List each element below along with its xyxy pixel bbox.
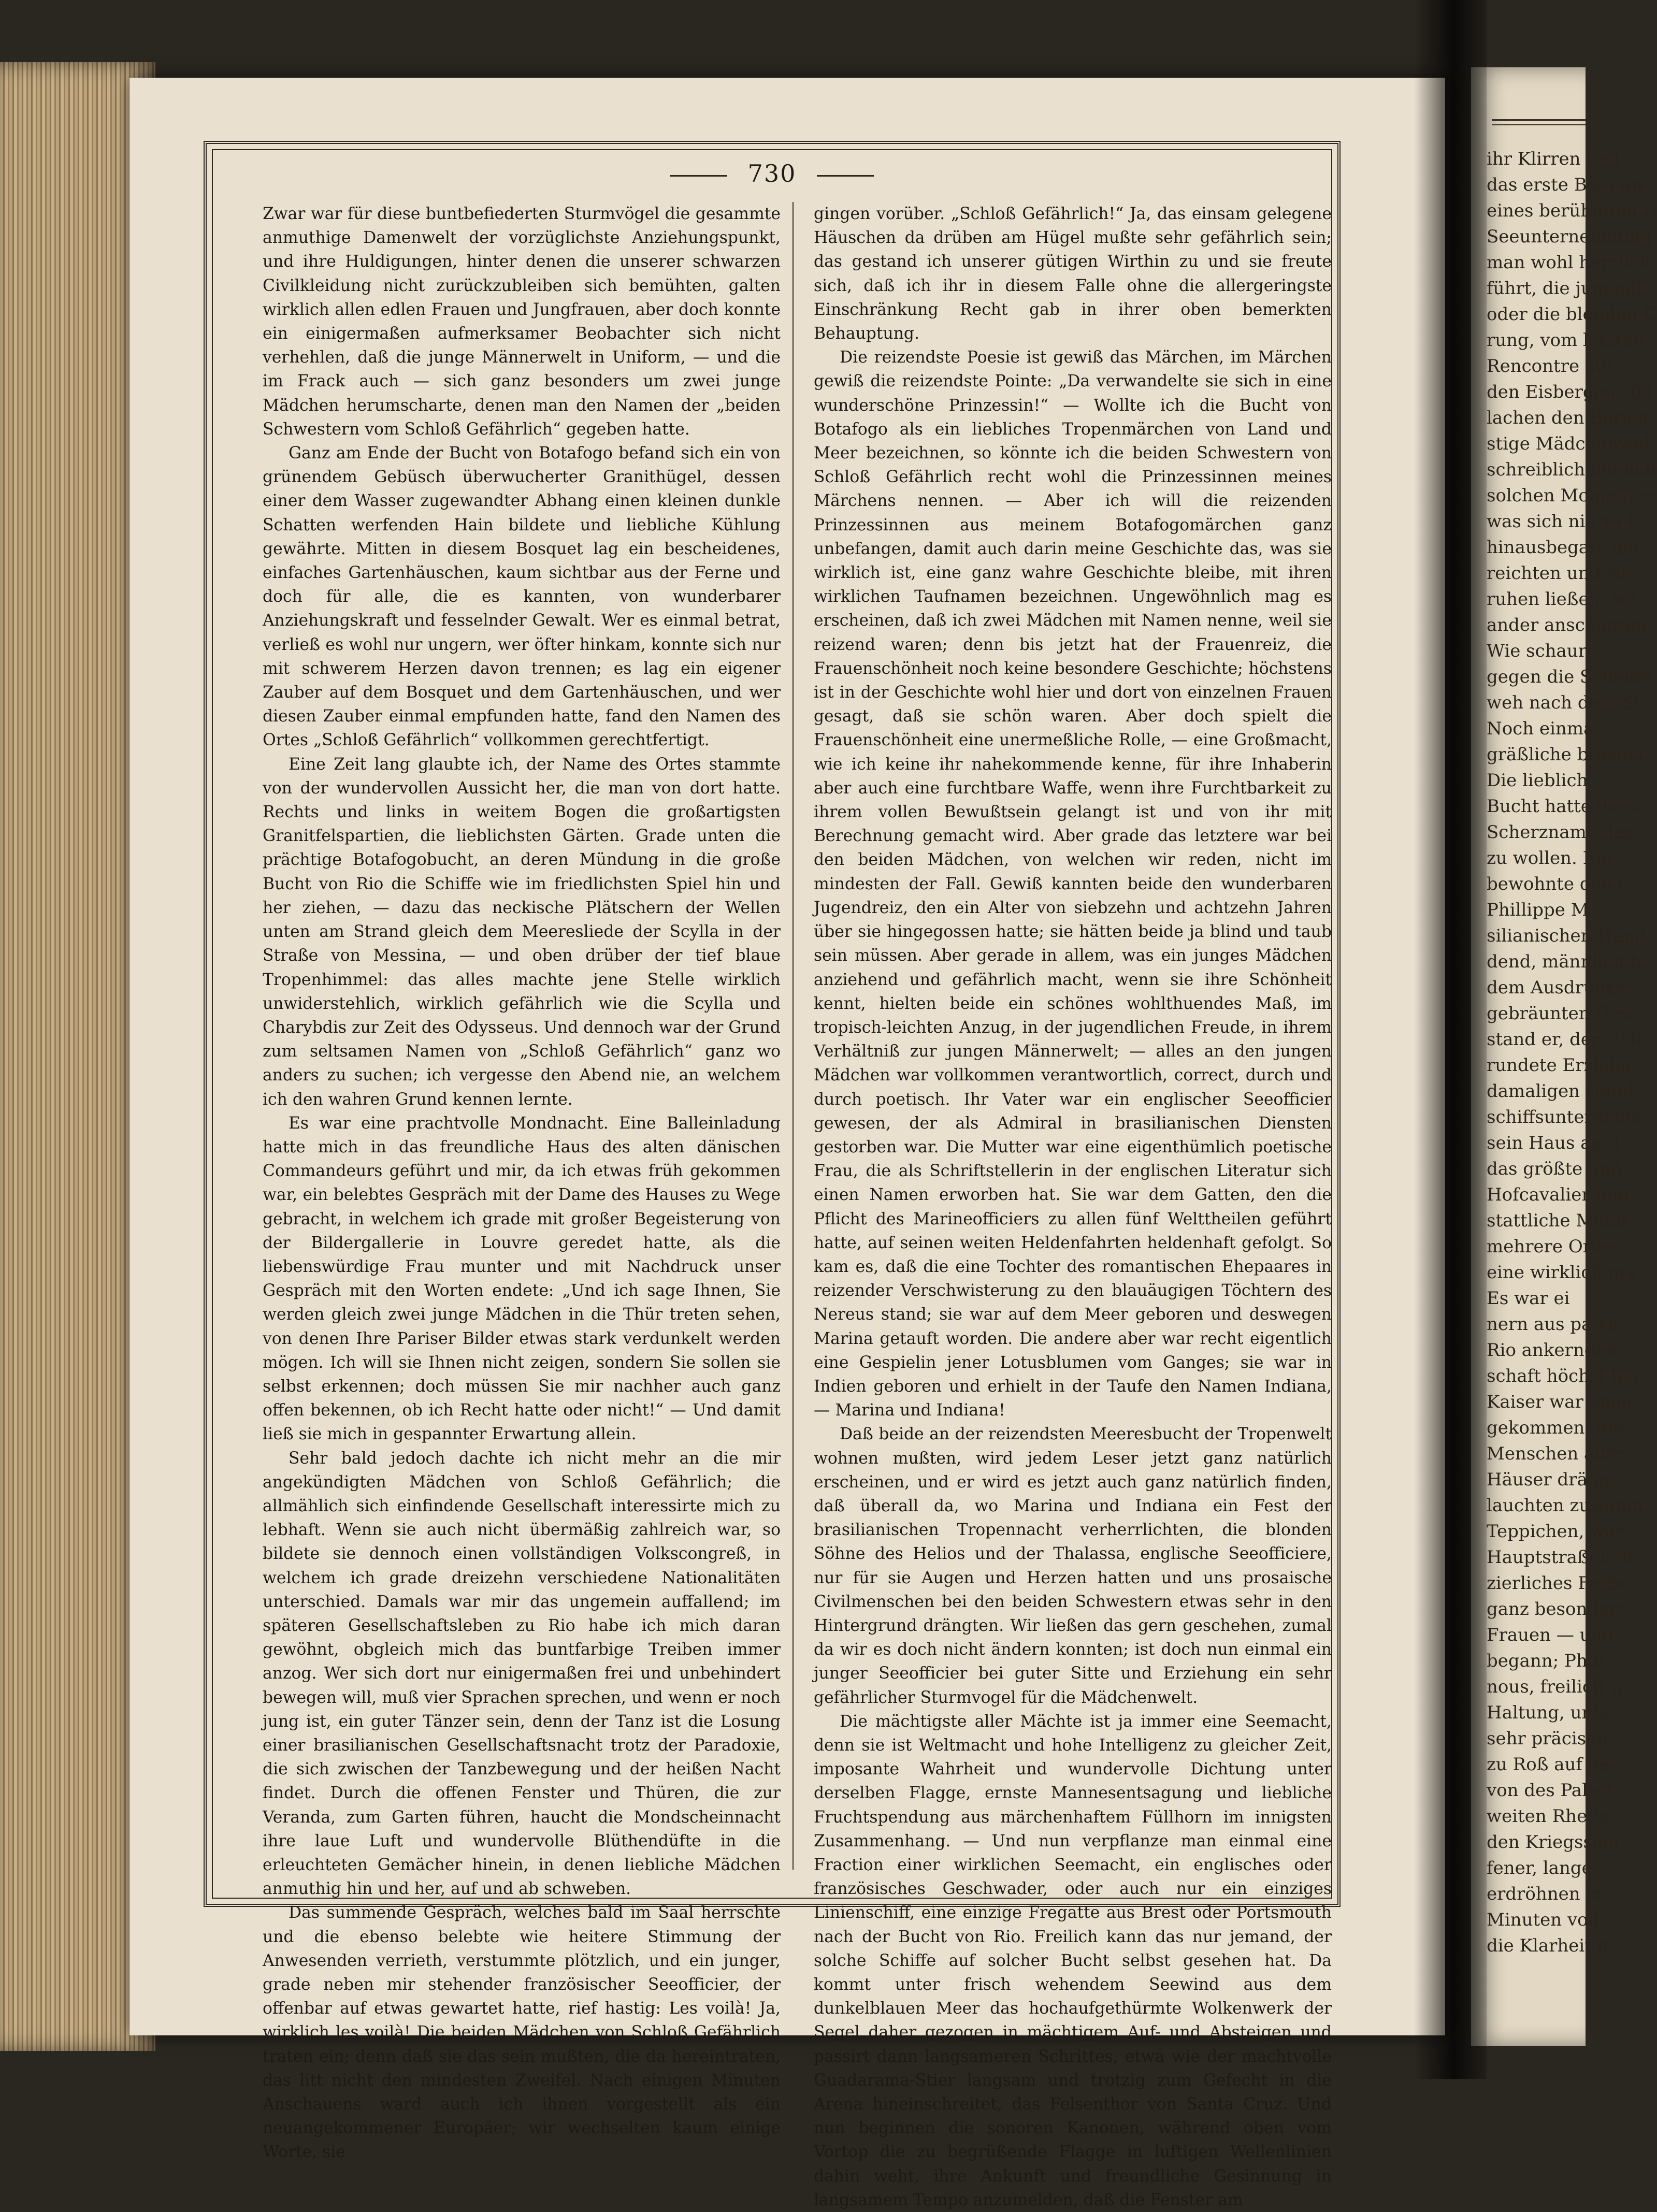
right-page-line: gegen die Scheibe (1487, 667, 1651, 687)
right-page-line: lauchten zusamm (1487, 1495, 1644, 1516)
paragraph: Das summende Gespräch, welches bald im Saal herrschte und die ebenso belebte wie heitere Stimmung der Anwesenden verrieth, verstummte plötzlich, und ein junger, grade neben mir stehender französischer Seeofficier, der offenbar auf etwas gewartet hatte, rief hastig: Les voilà! Ja, wirklich les voilà! Die beiden Mädchen von Schloß Gefährlich traten ein; denn daß sie das sein mußten, die da hereintraten, das litt nicht den mindesten Zweifel. Nach einigen Minuten Anschauens ward auch ich ihnen vorgestellt als ein neuangekommener Europäer; wir wechselten kaum einige Worte, sie (263, 1903, 781, 2162)
right-page-line: gebräunten Gesi (1487, 1003, 1635, 1024)
text-column-left (263, 202, 781, 2162)
right-page-line: damaligen Hand (1487, 1081, 1634, 1102)
right-page-line: weh nach dem Si (1487, 692, 1639, 713)
right-page-line: stand er, der sich (1487, 1029, 1641, 1050)
right-page-line: eine wirklich prä (1487, 1262, 1638, 1283)
right-page-line: Minuten voll (1487, 1910, 1600, 1930)
right-page-line: dend, männlich b (1487, 951, 1641, 972)
right-page-line: den Kriegsschi (1487, 1832, 1619, 1853)
right-page-line: Teppichen, wor (1487, 1521, 1624, 1542)
right-page-line: Haltung, unte (1487, 1702, 1611, 1723)
right-page-line: ihr Klirren und (1487, 149, 1620, 169)
right-page-line: nous, freilich w (1487, 1676, 1624, 1697)
paragraph: Daß beide an der reizendsten Meeresbucht der Tropenwelt wohnen mußten, wird jedem Leser jetzt ganz natürlich erscheinen, und er wird es jetzt auch ganz natürlich finden, daß überall da, wo Marina und Indiana ein Fest der brasilianischen Tropennacht verherrlichten, die blonden Söhne des Helios und der Thalassa, englische Seeofficiere, nur für sie Augen und Herzen hatten und uns prosaische Civilmenschen bei den beiden Schwestern etwas sehr in den Hintergrund drängten. Wir ließen das gern geschehen, zumal da wir es doch nicht ändern konnten; ist doch nun einmal ein junger Seeofficier bei guter Sitte und Erziehung ein sehr gefährlicher Sturmvogel für die Mädchenwelt. (814, 1425, 1332, 1707)
right-page-line: die Klarheit d (1487, 1935, 1609, 1956)
paragraph: Ganz am Ende der Bucht von Botafogo befand sich ein von grünendem Gebüsch überwucherter Granithügel, dessen einer dem Wasser zugewandter Abhang einen kleinen dunkle Schatten werfenden Hain bildete und liebliche Kühlung gewährte. Mitten in diesem Bosquet lag ein bescheidenes, einfaches Gartenhäuschen, kaum sichtbar aus der Ferne und doch für alle, die es kannten, von wunderbarer Anziehungskraft und fesselnder Gewalt. Wer es einmal betrat, verließ es wohl nur ungern, wer öfter hinkam, konnte sich nur mit schwerem Herzen davon trennen; es lag ein eigener Zauber auf dem Bosquet und dem Gartenhäuschen, und wer diesen Zauber einmal empfunden hatte, fand den Namen des Ortes „Schloß Gefährlich“ vollkommen gerechtfertigt. (263, 444, 781, 750)
right-page-line: von des Palast (1487, 1780, 1615, 1801)
right-page-line: zu Roß auf de (1487, 1754, 1610, 1775)
text-frame (204, 141, 1341, 2209)
right-page-line: Bucht hatte dami (1487, 796, 1641, 817)
right-page-line: gekommen; die (1487, 1418, 1624, 1438)
right-page-line: schiffsunternehm (1487, 1107, 1642, 1127)
right-page-line: sein Haus an d (1487, 1133, 1619, 1153)
right-page-line: bewohnte den G (1487, 874, 1633, 894)
right-page-line: den Eisbergen süd (1487, 382, 1653, 402)
paragraph: Es war eine prachtvolle Mondnacht. Eine Balleinladung hatte mich in das freundliche Haus des alten dänischen Commandeurs geführt und mir, da ich etwas früh gekommen war, ein belebtes Gespräch mit der Dame des Hauses zu Wege gebracht, in welchem ich grade mit großer Begeisterung von der Bildergallerie in Louvre geredet hatte, als die liebenswürdige Frau munter und mit Nachdruck unser Gespräch mit den Worten endete: „Und ich sage Ihnen, Sie werden gleich zwei junge Mädchen in die Thür treten sehen, von denen Ihre Pariser Bilder etwas stark verdunkelt werden mögen. Ich will sie Ihnen nicht zeigen, sondern Sie sollen sie selbst erkennen; doch müssen Sie mir nachher auch ganz offen bekennen, ob ich Recht hatte oder nicht!“ — Und damit ließ sie mich in gespannter Erwartung allein. (263, 1114, 781, 1444)
right-page-line: Seeunternehmung (1487, 226, 1652, 247)
paragraph: gingen vorüber. „Schloß Gefährlich!“ Ja, das einsam gelegene Häuschen da drüben am Hügel mußte sehr gefährlich sein; das gestand ich unserer gütigen Wirthin zu und sie freute sich, daß ich ihr in diesem Falle ohne die allergeringste Einschränkung Recht gab in ihrer oben bemerkten Behauptung. (814, 205, 1332, 343)
right-page-line: das größte und (1487, 1159, 1622, 1179)
right-page-line: schaft höchst leb (1487, 1366, 1639, 1386)
right-page-line: Hofcavalier und (1487, 1184, 1630, 1205)
right-page-line: führt, die jugendl (1487, 278, 1642, 299)
right-page-line: schreiblich lieblich (1487, 459, 1656, 480)
right-page-line: begann; Phili (1487, 1651, 1605, 1671)
page-number: 730 (207, 160, 1337, 187)
right-page-line: erdröhnen m (1487, 1884, 1603, 1904)
right-page-line: lachen den Berich (1487, 408, 1649, 428)
right-page-line: das erste Boot an (1487, 175, 1643, 195)
right-page-line: fener, lange (1487, 1858, 1592, 1878)
right-page-line: sehr präcisen (1487, 1728, 1608, 1749)
right-page-line: stattliche Mann (1487, 1210, 1627, 1231)
right-page-line: Menschen aller (1487, 1443, 1625, 1464)
right-page-line: gräßliche brasilia (1487, 744, 1644, 765)
text-column-right (814, 202, 1332, 2209)
right-page-line: ganz besonders (1487, 1599, 1626, 1620)
right-page-line: was sich nie zu f (1487, 511, 1634, 532)
right-page-rule (1492, 119, 1586, 125)
right-page-line: dem Ausdrucke (1487, 977, 1626, 998)
right-page-line: hinausbegab, gar (1487, 537, 1642, 558)
right-page-line: Hauptstraßen de (1487, 1547, 1638, 1568)
right-page-line: nern aus patrio (1487, 1314, 1624, 1335)
paragraph: Zwar war für diese buntbefiederten Sturmvögel die gesammte anmuthige Damenwelt der vorzüglichste Anziehungspunkt, und ihre Huldigungen, hinter denen die unserer schwarzen Civilkleidung nicht zurückzubleiben sich bemühten, galten wirklich allen edlen Frauen und Jungfrauen, aber doch konnte ein einigermaßen aufmerksamer Beobachter sich nicht verhehlen, daß die junge Männerwelt in Uniform, — und die im Frack auch — sich ganz besonders um zwei junge Mädchen herumscharte, denen man den Namen der „beiden Schwestern vom Schloß Gefährlich“ gegeben hatte. (263, 205, 781, 439)
right-page-line: weiten Rhede (1487, 1806, 1609, 1827)
right-page-line: Rencontre auf (1487, 356, 1613, 377)
right-page-line: rundete Erziehu (1487, 1055, 1632, 1076)
right-page-line: Es war ei (1487, 1288, 1570, 1309)
right-page-line: Kaiser war eben (1487, 1392, 1633, 1412)
right-page-line: reichten und sie (1487, 563, 1632, 584)
right-page-line: eines berühmten G (1487, 200, 1657, 221)
right-page-line: zierliches Farbe (1487, 1573, 1630, 1594)
right-page-line: Wie schauri (1487, 641, 1592, 661)
paragraph: Die mächtigste aller Mächte ist ja immer eine Seemacht, denn sie ist Weltmacht und hohe Intelligenz zu gleicher Zeit, imposante Wahrheit und wundervolle Dichtung unter derselben Flagge, ernste Mannesentsagung und liebliche Fruchtspendung aus märchenhaftem Füllhorn im innigsten Zusammenhang. — Und nun verpflanze man einmal eine Fraction einer wirklichen Seemacht, ein englisches oder französisches Geschwader, oder auch nur ein einziges Linienschiff, eine einzige Fregatte aus Brest oder Portsmouth nach der Bucht von Rio. Freilich kann das nur jemand, der solche Schiffe auf solcher Bucht selbst gesehen hat. Da kommt unter frisch wehendem Seewind aus dem dunkelblauen Meer das hochaufgethürmte Wolkenwerk der Segel daher gezogen in mächtigem Auf- und Absteigen und passirt dann langsameren Schrittes, etwa wie der machtvolle Guadarama-Stier langsam und trotzig zum Gefecht in die Arena hineinschreitet, das Felsenthor von Santa Cruz. Und nun beginnen die sonoren Kanonen, während oben vom Vortop die zu begrüßende Flagge in luftigen Wellenlinien dahin weht, ihre Ankunft und freundliche Gesinnung in langsamem Tempo anzumelden, daß die Fenster am (814, 1712, 1332, 2209)
right-page-line: solchen Momenten (1487, 485, 1656, 506)
right-page-line: stige Mädchenwel (1487, 433, 1650, 454)
right-page-line: oder die blonden C (1487, 304, 1657, 325)
right-page-line: zu wollen. Ein (1487, 848, 1613, 869)
spine-shadow (1414, 0, 1487, 2079)
right-page-line: Frauen — und (1487, 1625, 1614, 1645)
right-page-line: Häuser drängte (1487, 1469, 1628, 1490)
right-page-line: mehrere Orden (1487, 1236, 1624, 1257)
right-page-line: rung, vom letzten (1487, 330, 1645, 351)
right-page-line: man wohl herzlich (1487, 252, 1651, 273)
paragraph: Eine Zeit lang glaubte ich, der Name des Ortes stammte von der wundervollen Aussicht her, die man von dort hatte. Rechts und links in weitem Bogen die großartigsten Granitfelspartien, die lieblichsten Gärten. Grade unten die prächtige Botafogobucht, an deren Mündung in die große Bucht von Rio die Schiffe wie im friedlichsten Spiel hin und her ziehen, — dazu das neckische Plätschern der Wellen unten am Strand gleich dem Meeresliede der Scylla in der Straße von Messina, — und oben drüber der tief blaue Tropenhimmel: das alles machte jene Stelle wirklich unwiderstehlich, wirklich gefährlich wie die Scylla und Charybdis zur Zeit des Odysseus. Und dennoch war der Grund zum seltsamen Namen von „Schloß Gefährlich“ ganz wo anders zu suchen; ich vergesse den Abend nie, an welchem ich den wahren Grund kennen lernte. (263, 755, 781, 1109)
right-page-line: Die lieblich (1487, 770, 1588, 791)
right-page-lines (1471, 146, 1657, 1959)
right-page-line: Scherzname des (1487, 822, 1634, 843)
right-page-line: ander anschauten. (1487, 615, 1653, 635)
paragraph: Die reizendste Poesie ist gewiß das Märchen, im Märchen gewiß die reizendste Pointe: „Da verwandelte sie sich in eine wunderschöne Prinzessin!“ — Wollte ich die Bucht von Botafogo als ein liebliches Tropenmärchen von Land und Meer bezeichnen, so könnte ich die beiden Schwestern von Schloß Gefährlich recht wohl die Prinzessinnen meines Märchens nennen. — Aber ich will die reizenden Prinzessinnen aus meinem Botafogomärchen ganz unbefangen, damit auch darin meine Geschichte das, was sie wirklich ist, eine ganz wahre Geschichte bleibe, mit ihren wirklichen Taufnamen bezeichnen. Ungewöhnlich mag es erscheinen, daß ich zwei Mädchen mit Namen nenne, weil sie reizend waren; denn bis jetzt hat der Frauenreiz, die Frauenschönheit noch keine besondere Geschichte; höchstens ist in der Geschichte wohl hier und dort von einzelnen Frauen gesagt, daß sie schön waren. Aber doch spielt die Frauenschönheit eine unermeßliche Rolle, — eine Großmacht, wie ich keine ihr nahekommende kenne, für ihre Inhaberin aber auch eine furchtbare Waffe, wenn ihre Furchtbarkeit zu ihrem vollen Bewußtsein gelangt ist und von ihr mit Berechnung gemacht wird. Aber grade das letztere war bei den beiden Mädchen, von welchen wir reden, nicht im mindesten der Fall. Gewiß kannten beide den wunderbaren Jugendreiz, den ein Alter von siebzehn und achtzehn Jahren über sie hingegossen hatte; sie hätten beide ja blind und taub sein müssen. Aber gerade in allem, was ein junges Mädchen anziehend und gefährlich macht, wenn sie ihre Schönheit kennt, hielten beide ein schönes wohlthuendes Maß, im tropisch-leichten Anzug, in der jugendlichen Freude, in ihrem Verhältniß zur jungen Männerwelt; — alles an den jungen Mädchen war vollkommen verantwortlich, correct, durch und durch poetisch. Ihr Vater war ein englischer Seeofficier gewesen, der als Admiral in brasilianischen Diensten gestorben war. Die Mutter war eine eigenthümlich poetische Frau, die als Schriftstellerin in der englischen Literatur sich einen Namen erworben hat. Sie war dem Gatten, den die Pflicht des Marineofficiers zu allen fünf Welttheilen geführt hatte, auf seinen weiten Heldenfahrten heldenhaft gefolgt. So kam es, daß die eine Tochter des romantischen Ehepaares in reizender Verschwisterung zu den blauäugigen Töchtern des Nereus stand; sie war auf dem Meer geboren und deswegen Marina getauft worden. Die andere aber war recht eigentlich eine Gespielin jener Lotusblumen vom Ganges; sie war in Indien geboren und erhielt in der Taufe den Namen Indiana, — Marina und Indiana! (814, 348, 1332, 1420)
right-page-line: ruhen ließen, wä (1487, 589, 1637, 610)
column-divider (793, 202, 794, 1870)
right-page-line: Noch einma (1487, 718, 1594, 739)
right-page-line: Rio ankernden (1487, 1340, 1618, 1361)
right-page-line: silianischen Hand (1487, 926, 1646, 946)
right-page-fragment (1471, 67, 1657, 2046)
right-page-line: Phillippe M (1487, 900, 1589, 920)
paragraph: Sehr bald jedoch dachte ich nicht mehr an die mir angekündigten Mädchen von Schloß Gefährlich; die allmählich sich einfindende Gesellschaft interessirte mich zu lebhaft. Wenn sie auch nicht übermäßig zahlreich war, so bildete sie dennoch einen vollständigen Volkscongreß, in welchem ich grade dreizehn verschiedene Nationalitäten unterschied. Damals war mir das ungemein auffallend; im späteren Gesellschaftsleben zu Rio habe ich mich daran gewöhnt, obgleich mich das buntfarbige Treiben immer anzog. Wer sich dort nur einigermaßen frei und unbehindert bewegen will, muß vier Sprachen sprechen, und wenn er noch jung ist, ein guter Tänzer sein, denn der Tanz ist die Losung einer brasilianischen Gesellschaftsnacht trotz der Paradoxie, die sich zwischen der Tanzbewegung und der heißen Nacht findet. Durch die offenen Fenster und Thüren, die zur Veranda, zum Garten führen, haucht die Mondscheinnacht ihre laue Luft und wundervolle Blüthendüfte in die erleuchteten Gemächer hinein, in denen liebliche Mädchen anmuthig hin und her, auf und ab schweben. (263, 1449, 781, 1899)
